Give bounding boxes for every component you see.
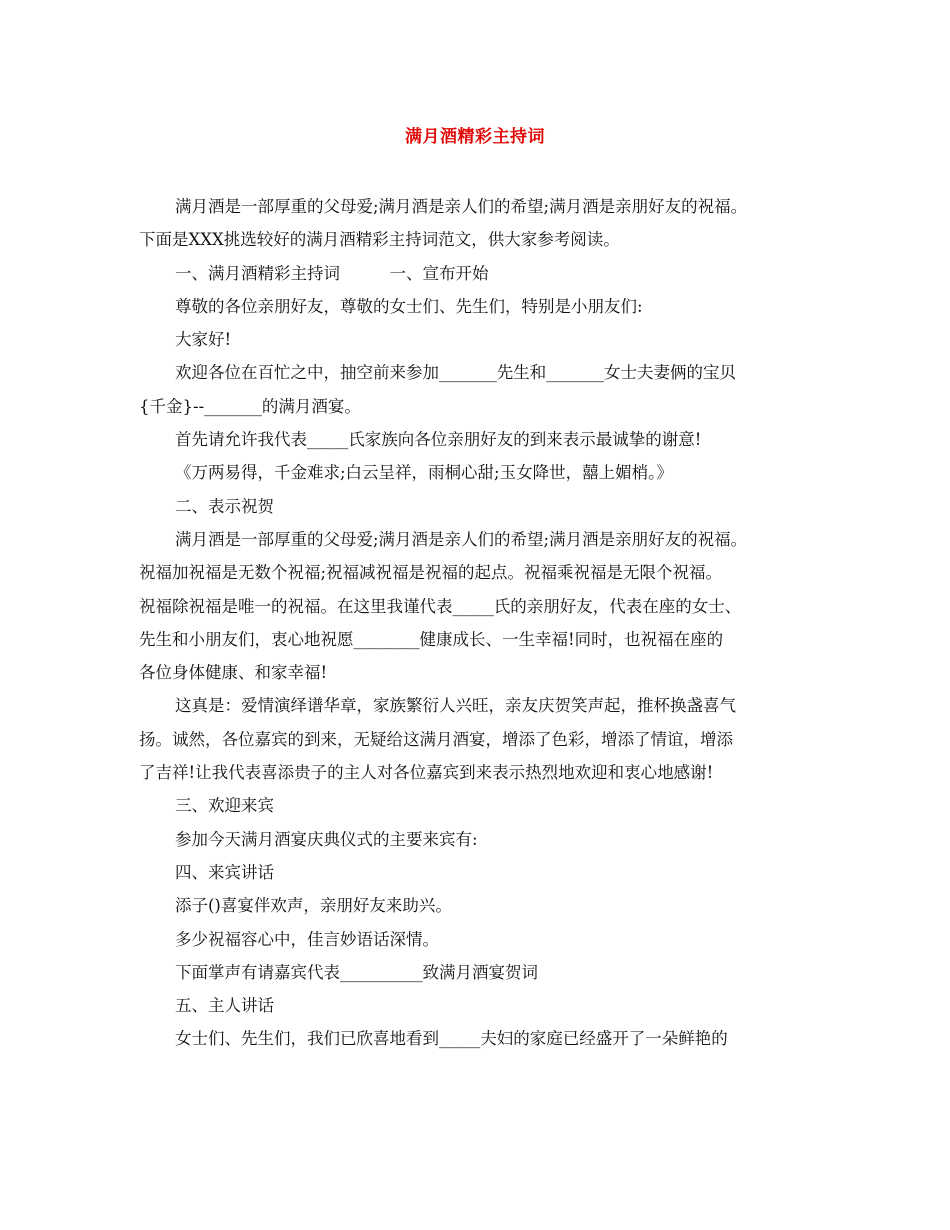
text-line: 大家好!: [175, 330, 232, 350]
text-line: 首先请允许我代表_____氏家族向各位亲朋好友的到来表示最诚挚的谢意!: [175, 430, 702, 450]
text-line: 祝福除祝福是唯一的祝福。在这里我谨代表_____氏的亲朋好友，代表在座的女士、: [139, 596, 742, 616]
text-line: 了吉祥!让我代表喜添贵子的主人对各位嘉宾到来表示热烈地欢迎和衷心地感谢!: [139, 763, 714, 783]
text-line: 四、来宾讲话: [175, 862, 274, 882]
text-line: 二、表示祝贺: [175, 496, 274, 516]
text-line: {千金}--_______的满月酒宴。: [139, 396, 361, 416]
text-line: 三、欢迎来宾: [175, 796, 274, 816]
document-body: [139, 190, 827, 1056]
text-line: 下面是XXX挑选较好的满月酒精彩主持词范文，供大家参考阅读。: [139, 230, 620, 250]
text-line: 《万两易得，千金难求;白云呈祥，雨桐心甜;玉女降世，囍上媚梢。》: [175, 463, 673, 483]
text-line: 女士们、先生们，我们已欣喜地看到_____夫妇的家庭已经盛开了一朵鲜艳的: [175, 1029, 728, 1049]
text-line: 五、主人讲话: [175, 996, 274, 1016]
text-line: 扬。诚然，各位嘉宾的到来，无疑给这满月酒宴，增添了色彩，增添了情谊，增添: [139, 729, 733, 749]
document-title: 满月酒精彩主持词: [405, 127, 545, 147]
text-line: 欢迎各位在百忙之中，抽空前来参加_______先生和_______女士夫妻俩的宝贝: [175, 363, 736, 383]
text-line: 尊敬的各位亲朋好友，尊敬的女士们、先生们，特别是小朋友们:: [175, 296, 643, 316]
text-line: 祝福加祝福是无数个祝福;祝福减祝福是祝福的起点。祝福乘祝福是无限个祝福。: [139, 563, 723, 583]
text-line: 这真是：爱情演绎谱华章，家族繁衍人兴旺，亲友庆贺笑声起，推杯换盏喜气: [175, 696, 736, 716]
text-line: 添子()喜宴伴欢声，亲朋好友来助兴。: [175, 896, 452, 916]
text-line: 各位身体健康、和家幸福!: [139, 663, 328, 683]
text-line: 一、满月酒精彩主持词 一、宣布开始: [175, 263, 489, 283]
text-line: 参加今天满月酒宴庆典仪式的主要来宾有:: [175, 829, 478, 849]
text-line: 满月酒是一部厚重的父母爱;满月酒是亲人们的希望;满月酒是亲朋好友的祝福。: [175, 197, 748, 216]
text-line: 多少祝福容心中，佳言妙语话深情。: [175, 929, 439, 949]
text-line: 先生和小朋友们，衷心地祝愿________健康成长、一生幸福!同时，也祝福在座的: [139, 629, 724, 649]
text-line: 下面掌声有请嘉宾代表__________致满月酒宴贺词: [175, 962, 538, 982]
text-line: 满月酒是一部厚重的父母爱;满月酒是亲人们的希望;满月酒是亲朋好友的祝福。: [175, 529, 748, 549]
